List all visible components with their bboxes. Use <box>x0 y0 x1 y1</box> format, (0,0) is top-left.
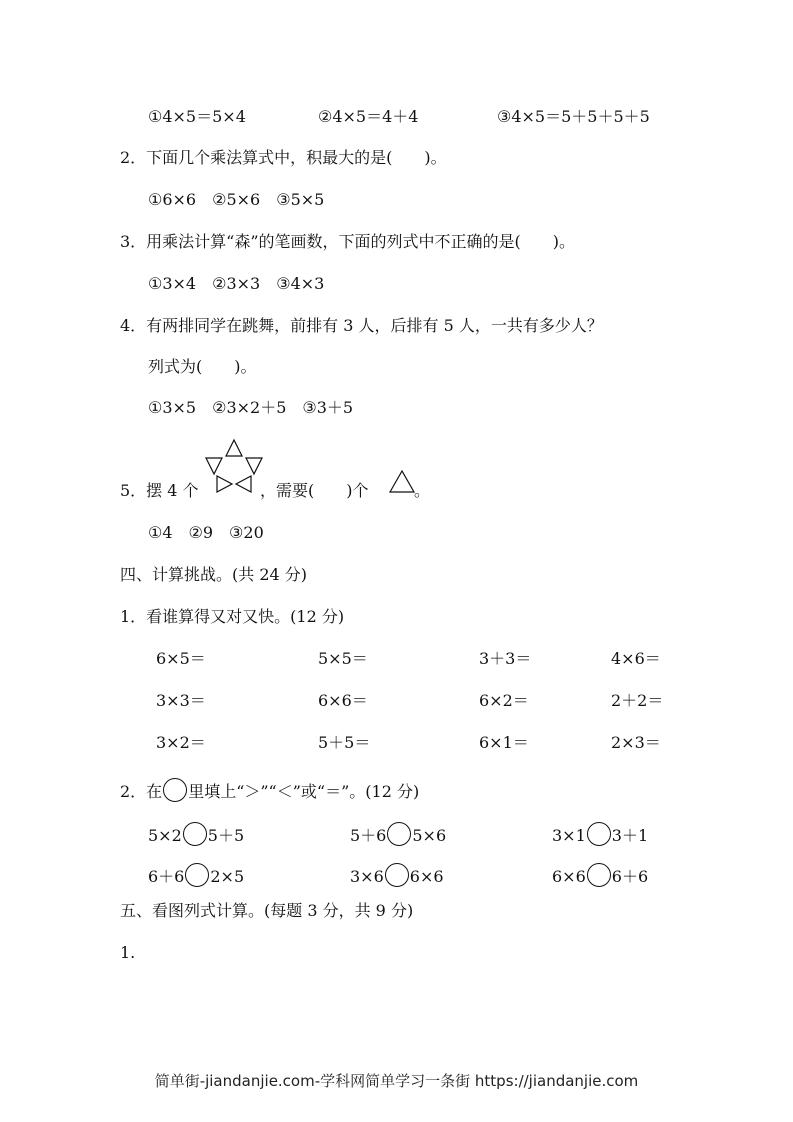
calc-item: 5＋5＝ <box>318 733 371 752</box>
section4-title: 四、计算挑战。(共 24 分) <box>120 565 308 584</box>
calc-item: 3×3＝ <box>156 691 206 710</box>
answer-circle[interactable] <box>185 863 209 887</box>
q2-options: ①6×6 ②5×6 ③5×5 <box>148 190 325 209</box>
calc-item: 6×6＝ <box>318 691 368 710</box>
calc-item: 5×5＝ <box>318 649 368 668</box>
q5-options: ①4 ②9 ③20 <box>148 523 264 542</box>
calc-item: 4×6＝ <box>611 649 661 668</box>
q2-suffix: 里填上“＞”“＜”或“＝”。(12 分) <box>188 782 420 801</box>
triangle-icon <box>389 470 415 494</box>
calc-item: 2＋2＝ <box>611 691 664 710</box>
q1-option-1: ①4×5＝5×4 <box>148 107 246 126</box>
calc-item: 3＋3＝ <box>479 649 532 668</box>
compare-item <box>148 863 244 887</box>
calc-item: 2×3＝ <box>611 733 661 752</box>
circle-icon <box>163 778 187 802</box>
compare-left: 6＋6 <box>148 867 185 886</box>
compare-item <box>350 822 446 846</box>
section5-title: 五、看图列式计算。(每题 3 分，共 9 分) <box>120 901 414 920</box>
q3-options: ①3×4 ②3×3 ③4×3 <box>148 274 325 293</box>
compare-left: 5＋6 <box>350 826 387 845</box>
calc-item: 3×2＝ <box>156 733 206 752</box>
calc-item: 6×5＝ <box>156 649 206 668</box>
q4-options: ①3×5 ②3×2＋5 ③3＋5 <box>148 398 354 417</box>
section5-q1: 1. <box>120 943 136 962</box>
q2-stem: 2．下面几个乘法算式中，积最大的是( )。 <box>120 148 447 167</box>
section4-q2-title <box>120 778 419 802</box>
compare-right: 5×6 <box>412 826 447 845</box>
section4-q1-title: 1．看谁算得又对又快。(12 分) <box>120 607 345 626</box>
compare-left: 3×6 <box>350 867 384 886</box>
calc-item: 6×1＝ <box>479 733 529 752</box>
footer-watermark: 简单街-jiandanjie.com-学科网简单学习一条街 https://jiandanjie.com <box>154 1072 639 1090</box>
answer-circle[interactable] <box>385 863 409 887</box>
compare-item <box>552 863 648 887</box>
calc-item: 6×2＝ <box>479 691 529 710</box>
compare-left: 6×6 <box>552 867 586 886</box>
compare-right: 2×5 <box>210 867 245 886</box>
compare-item <box>350 863 444 887</box>
q5-prefix: 5．摆 4 个 <box>120 481 199 500</box>
q4-stem-line2: 列式为( )。 <box>148 357 257 376</box>
q3-stem: 3．用乘法计算“森”的笔画数，下面的列式中不正确的是( )。 <box>120 232 576 251</box>
q2-prefix: 2．在 <box>120 782 163 801</box>
compare-left: 5×2 <box>148 826 182 845</box>
compare-right: 6×6 <box>409 867 444 886</box>
triangle-star-figure <box>203 438 265 494</box>
answer-circle[interactable] <box>587 863 611 887</box>
compare-right: 3＋1 <box>611 826 649 845</box>
compare-item <box>552 822 648 846</box>
compare-right: 6＋6 <box>611 867 649 886</box>
answer-circle[interactable] <box>387 822 411 846</box>
q1-option-2: ②4×5＝4＋4 <box>318 107 419 126</box>
compare-right: 5＋5 <box>207 826 245 845</box>
q1-option-3: ③4×5＝5＋5＋5＋5 <box>497 107 650 126</box>
compare-left: 3×1 <box>552 826 586 845</box>
compare-item <box>148 822 244 846</box>
answer-circle[interactable] <box>183 822 207 846</box>
answer-circle[interactable] <box>587 822 611 846</box>
q5-middle: ，需要( )个 <box>260 481 369 500</box>
q4-stem: 4．有两排同学在跳舞，前排有 3 人，后排有 5 人，一共有多少人？ <box>120 316 603 335</box>
q5-suffix: 。 <box>414 481 431 500</box>
